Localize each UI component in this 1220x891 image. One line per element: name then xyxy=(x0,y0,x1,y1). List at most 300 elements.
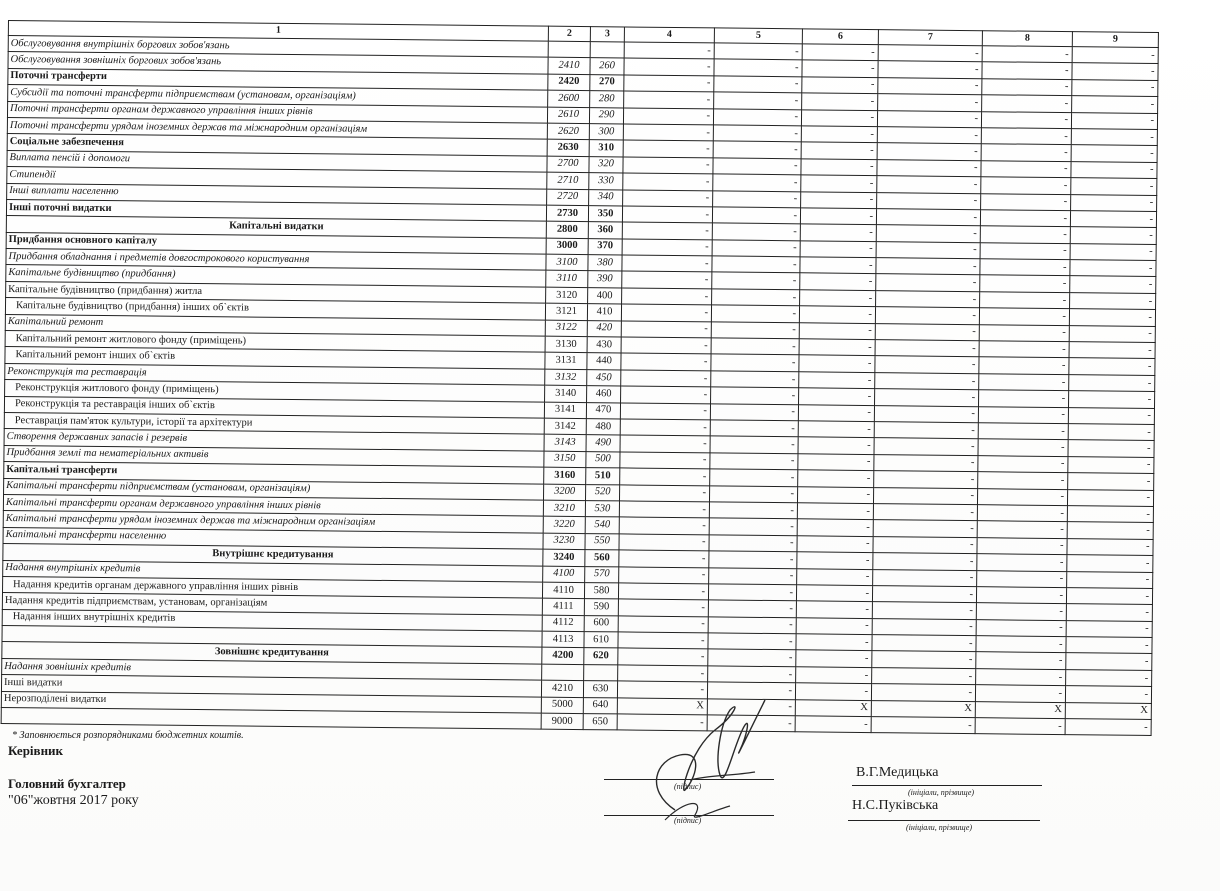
value-cell: - xyxy=(1069,309,1155,326)
value-cell: - xyxy=(875,356,979,373)
row-name-cell: Зовнішнє кредитування xyxy=(2,642,542,664)
value-cell: - xyxy=(619,566,709,583)
header-cell: 9 xyxy=(1072,32,1158,48)
value-cell: - xyxy=(982,95,1072,112)
value-cell: - xyxy=(874,438,978,455)
value-cell: - xyxy=(617,681,707,698)
value-cell: - xyxy=(801,191,877,208)
kekv-code-cell: 4111 xyxy=(542,598,584,615)
value-cell: - xyxy=(711,338,799,355)
value-cell: - xyxy=(801,175,877,192)
value-cell: - xyxy=(618,648,708,665)
value-cell: - xyxy=(802,44,878,61)
kekv-code-cell: 2420 xyxy=(548,74,590,91)
value-cell: - xyxy=(800,290,876,307)
value-cell: - xyxy=(713,174,801,191)
value-cell: - xyxy=(875,307,979,324)
value-cell: - xyxy=(871,684,975,701)
kekv-code-cell: 2600 xyxy=(548,90,590,107)
value-cell: - xyxy=(708,617,796,634)
value-cell: - xyxy=(711,322,799,339)
value-cell: - xyxy=(713,125,801,142)
value-cell: - xyxy=(873,504,977,521)
value-cell: X xyxy=(617,698,707,715)
value-cell: - xyxy=(874,454,978,471)
value-cell: - xyxy=(712,223,800,240)
value-cell: - xyxy=(1067,522,1153,539)
kekv-code-cell: 2730 xyxy=(546,205,588,222)
row-name-cell: Надання кредитів підприємствам, установам, організаціям xyxy=(2,593,542,615)
value-cell: - xyxy=(979,308,1069,325)
value-cell: - xyxy=(796,617,872,634)
kekv-code-cell: 2710 xyxy=(547,172,589,189)
value-cell: - xyxy=(981,160,1071,177)
value-cell: - xyxy=(875,323,979,340)
row-code-cell: 290 xyxy=(589,107,623,124)
value-cell: - xyxy=(799,388,875,405)
value-cell: - xyxy=(799,372,875,389)
value-cell: - xyxy=(801,109,877,126)
value-cell: - xyxy=(1069,358,1155,375)
kekv-code-cell: 3142 xyxy=(544,418,586,435)
row-code-cell: 320 xyxy=(589,156,623,173)
row-code-cell: 410 xyxy=(587,304,621,321)
value-cell: - xyxy=(1072,79,1158,96)
value-cell: - xyxy=(981,193,1071,210)
row-code-cell: 570 xyxy=(585,566,619,583)
value-cell: - xyxy=(1068,407,1154,424)
value-cell: - xyxy=(878,45,982,62)
row-code-cell: 450 xyxy=(587,369,621,386)
value-cell: - xyxy=(707,682,795,699)
row-name-cell: Внутрішнє кредитування xyxy=(3,544,543,566)
value-cell: - xyxy=(878,61,982,78)
value-cell: - xyxy=(1068,456,1154,473)
value-cell: - xyxy=(1068,473,1154,490)
row-code-cell: 460 xyxy=(587,386,621,403)
row-code-cell: 540 xyxy=(585,517,619,534)
value-cell: - xyxy=(710,453,798,470)
value-cell: - xyxy=(1072,96,1158,113)
kekv-code-cell: 3200 xyxy=(544,484,586,501)
value-cell: - xyxy=(713,141,801,158)
value-cell: - xyxy=(714,43,802,60)
value-cell: - xyxy=(618,616,708,633)
kekv-code-cell: 5000 xyxy=(541,697,583,714)
value-cell: - xyxy=(977,554,1067,571)
footnote: * Заповнюється розпорядниками бюджетних коштів. xyxy=(12,730,244,741)
value-cell: - xyxy=(980,226,1070,243)
row-code-cell: 630 xyxy=(583,681,617,698)
value-cell: - xyxy=(873,487,977,504)
value-cell: - xyxy=(620,419,710,436)
kekv-code-cell: 4210 xyxy=(541,680,583,697)
value-cell: - xyxy=(978,439,1068,456)
value-cell: - xyxy=(618,599,708,616)
value-cell: - xyxy=(875,372,979,389)
value-cell: - xyxy=(979,357,1069,374)
value-cell: - xyxy=(978,406,1068,423)
value-cell: - xyxy=(872,602,976,619)
value-cell: - xyxy=(976,587,1066,604)
row-name-cell: Інші видатки xyxy=(1,675,541,697)
value-cell: - xyxy=(1066,653,1152,670)
kekv-code-cell: 3150 xyxy=(544,451,586,468)
value-cell: - xyxy=(977,521,1067,538)
value-cell: - xyxy=(710,436,798,453)
value-cell: - xyxy=(714,92,802,109)
row-name-cell: Капітальне будівництво (придбання) житла xyxy=(6,281,546,303)
accountant-signature-caption: (підпис) xyxy=(674,816,702,825)
value-cell: - xyxy=(623,173,713,190)
value-cell: - xyxy=(982,46,1072,63)
row-name-cell: Поточні трансферти органам державного управління інших рівнів xyxy=(7,101,547,123)
kekv-code-cell: 3220 xyxy=(543,516,585,533)
value-cell: - xyxy=(619,550,709,567)
value-cell: - xyxy=(1068,424,1154,441)
row-name-cell: Капітальні трансферти органам державного управління інших рівнів xyxy=(3,494,543,516)
value-cell: - xyxy=(621,386,711,403)
value-cell: - xyxy=(878,94,982,111)
row-code-cell: 440 xyxy=(587,353,621,370)
value-cell: - xyxy=(800,224,876,241)
kekv-code-cell xyxy=(548,41,590,58)
row-name-cell: Створення державних запасів і резервів xyxy=(4,429,544,451)
value-cell: - xyxy=(980,210,1070,227)
row-code-cell: 550 xyxy=(585,533,619,550)
value-cell: - xyxy=(620,403,710,420)
value-cell: - xyxy=(873,569,977,586)
value-cell: - xyxy=(622,222,712,239)
row-code-cell: 470 xyxy=(586,402,620,419)
value-cell: - xyxy=(796,634,872,651)
row-code-cell: 260 xyxy=(590,58,624,75)
value-cell: - xyxy=(795,683,871,700)
row-code-cell: 650 xyxy=(583,714,617,731)
value-cell: - xyxy=(712,256,800,273)
value-cell: - xyxy=(872,585,976,602)
value-cell: - xyxy=(1065,719,1151,736)
value-cell: - xyxy=(1072,47,1158,64)
kekv-code-cell: 3130 xyxy=(545,336,587,353)
value-cell: - xyxy=(710,403,798,420)
row-code-cell: 490 xyxy=(586,435,620,452)
value-cell: - xyxy=(976,603,1066,620)
value-cell: - xyxy=(1065,686,1151,703)
value-cell: - xyxy=(708,649,796,666)
value-cell: - xyxy=(709,567,797,584)
value-cell: - xyxy=(708,666,796,683)
value-cell: - xyxy=(977,570,1067,587)
value-cell: - xyxy=(1066,669,1152,686)
row-name-cell: Реставрація пам'яток культури, історії та архітектури xyxy=(4,412,544,434)
value-cell: - xyxy=(977,505,1067,522)
row-name-cell: Поточні трансферти урядам іноземних держав та міжнародним організаціям xyxy=(7,117,547,139)
value-cell: - xyxy=(873,520,977,537)
header-cell: 6 xyxy=(802,29,878,45)
value-cell: - xyxy=(1070,243,1156,260)
row-name-cell: Реконструкція та реставрація xyxy=(5,363,545,385)
row-name-cell: Придбання землі та нематеріальних активів xyxy=(4,445,544,467)
row-code-cell: 340 xyxy=(589,189,623,206)
value-cell: - xyxy=(799,306,875,323)
kekv-code-cell: 3121 xyxy=(545,303,587,320)
value-cell: - xyxy=(797,568,873,585)
row-code-cell: 390 xyxy=(588,271,622,288)
kekv-code-cell: 3120 xyxy=(546,287,588,304)
value-cell: - xyxy=(877,127,981,144)
row-code-cell: 280 xyxy=(590,91,624,108)
value-cell: - xyxy=(624,91,714,108)
value-cell: - xyxy=(1067,489,1153,506)
value-cell: - xyxy=(875,389,979,406)
kekv-code-cell: 3143 xyxy=(544,435,586,452)
value-cell: - xyxy=(976,636,1066,653)
value-cell: - xyxy=(618,583,708,600)
row-code-cell: 520 xyxy=(585,484,619,501)
value-cell: - xyxy=(975,718,1065,735)
value-cell: - xyxy=(623,108,713,125)
report-date: "06"жовтня 2017 року xyxy=(8,793,139,808)
kekv-code-cell: 2610 xyxy=(547,107,589,124)
row-code-cell: 600 xyxy=(584,615,618,632)
value-cell: - xyxy=(876,274,980,291)
value-cell: - xyxy=(799,355,875,372)
value-cell: - xyxy=(620,435,710,452)
kekv-code-cell: 2800 xyxy=(546,221,588,238)
row-name-cell: Надання зовнішніх кредитів xyxy=(2,658,542,680)
value-cell: - xyxy=(877,110,981,127)
value-cell: - xyxy=(1067,555,1153,572)
value-cell: - xyxy=(1066,604,1152,621)
value-cell: - xyxy=(979,373,1069,390)
value-cell: - xyxy=(707,698,795,715)
value-cell: - xyxy=(978,455,1068,472)
header-cell: 2 xyxy=(548,26,590,41)
value-cell: - xyxy=(874,471,978,488)
kekv-code-cell: 2620 xyxy=(547,123,589,140)
header-cell: 1 xyxy=(8,21,548,42)
value-cell: - xyxy=(714,59,802,76)
value-cell: - xyxy=(619,534,709,551)
row-name-cell: Соціальне забезпечення xyxy=(7,134,547,156)
value-cell: - xyxy=(796,585,872,602)
value-cell: - xyxy=(619,517,709,534)
head-name-caption: (ініціали, прізвище) xyxy=(908,788,975,797)
value-cell: - xyxy=(800,208,876,225)
head-label: Керівник xyxy=(8,743,64,758)
value-cell: - xyxy=(621,304,711,321)
value-cell: - xyxy=(801,142,877,159)
value-cell: - xyxy=(796,667,872,684)
value-cell: - xyxy=(1072,63,1158,80)
row-name-cell: Надання внутрішніх кредитів xyxy=(3,560,543,582)
value-cell: - xyxy=(624,42,714,59)
value-cell: - xyxy=(712,207,800,224)
row-name-cell: Обслуговування внутрішніх боргових зобов'язань xyxy=(8,36,548,58)
row-name-cell: Поточні трансферти xyxy=(8,68,548,90)
kekv-code-cell: 3230 xyxy=(543,533,585,550)
value-cell: - xyxy=(713,158,801,175)
kekv-code-cell: 3141 xyxy=(544,402,586,419)
value-cell: - xyxy=(708,600,796,617)
value-cell: - xyxy=(709,551,797,568)
kekv-code-cell: 3131 xyxy=(545,353,587,370)
value-cell: - xyxy=(1071,129,1157,146)
value-cell: - xyxy=(977,537,1067,554)
value-cell: - xyxy=(981,111,1071,128)
value-cell: - xyxy=(711,387,799,404)
row-code-cell: 500 xyxy=(586,451,620,468)
row-name-cell: Капітальні трансферти населенню xyxy=(3,527,543,549)
value-cell: - xyxy=(1069,391,1155,408)
value-cell: - xyxy=(714,76,802,93)
value-cell: - xyxy=(710,420,798,437)
value-cell: - xyxy=(872,618,976,635)
value-cell: - xyxy=(877,143,981,160)
expenditure-report-table xyxy=(1,20,1159,736)
kekv-code-cell: 3100 xyxy=(546,254,588,271)
row-code-cell: 370 xyxy=(588,238,622,255)
value-cell: - xyxy=(802,77,878,94)
row-code-cell: 380 xyxy=(588,255,622,272)
value-cell: - xyxy=(872,635,976,652)
value-cell: - xyxy=(877,192,981,209)
value-cell: - xyxy=(980,275,1070,292)
head-name-line xyxy=(852,785,1042,786)
row-name-cell: Нерозподілені видатки xyxy=(1,691,541,713)
value-cell: X xyxy=(871,700,975,717)
value-cell: - xyxy=(797,536,873,553)
value-cell: - xyxy=(621,353,711,370)
row-code-cell: 430 xyxy=(587,337,621,354)
value-cell: - xyxy=(797,519,873,536)
kekv-code-cell: 4200 xyxy=(542,648,584,665)
value-cell: - xyxy=(876,225,980,242)
row-name-cell: Стипендії xyxy=(7,167,547,189)
row-name-cell: Інші виплати населенню xyxy=(7,183,547,205)
row-name-cell: Субсидії та поточні трансферти підприємствам (установам, організаціям) xyxy=(8,85,548,107)
kekv-code-cell: 2410 xyxy=(548,58,590,75)
value-cell: - xyxy=(976,619,1066,636)
value-cell: - xyxy=(798,470,874,487)
kekv-code-cell: 3140 xyxy=(545,385,587,402)
value-cell: - xyxy=(619,484,709,501)
value-cell: - xyxy=(976,652,1066,669)
value-cell: - xyxy=(976,669,1066,686)
value-cell: - xyxy=(795,716,871,733)
value-cell: - xyxy=(796,650,872,667)
value-cell: - xyxy=(1071,161,1157,178)
kekv-code-cell: 2720 xyxy=(547,189,589,206)
row-name-cell: Надання кредитів органам державного управління інших рівнів xyxy=(3,576,543,598)
value-cell: - xyxy=(711,305,799,322)
row-name-cell: Капітальні трансферти підприємствам (установам, організаціям) xyxy=(4,478,544,500)
value-cell: - xyxy=(799,339,875,356)
kekv-code-cell: 3160 xyxy=(544,467,586,484)
handwritten-signature-icon xyxy=(635,680,785,830)
value-cell: - xyxy=(1069,325,1155,342)
value-cell: - xyxy=(876,290,980,307)
value-cell: - xyxy=(1070,227,1156,244)
row-name-cell: Капітальне будівництво (придбання) інших об`єктів xyxy=(5,298,545,320)
kekv-code-cell: 4110 xyxy=(542,582,584,599)
header-cell: 7 xyxy=(878,30,982,46)
value-cell: - xyxy=(712,289,800,306)
value-cell: - xyxy=(979,341,1069,358)
row-name-cell: Виплата пенсій і допомоги xyxy=(7,150,547,172)
row-code-cell: 350 xyxy=(588,205,622,222)
value-cell: - xyxy=(708,633,796,650)
head-name: В.Г.Медицька xyxy=(856,765,939,780)
value-cell: - xyxy=(799,322,875,339)
value-cell: - xyxy=(797,486,873,503)
value-cell: X xyxy=(975,701,1065,718)
value-cell: - xyxy=(624,75,714,92)
row-code-cell: 580 xyxy=(584,582,618,599)
kekv-code-cell: 3110 xyxy=(546,271,588,288)
value-cell: X xyxy=(1065,702,1151,719)
value-cell: - xyxy=(617,714,707,731)
row-code-cell: 270 xyxy=(590,74,624,91)
value-cell: - xyxy=(1067,538,1153,555)
row-name-cell: Придбання обладнання і предметів довгострокового користування xyxy=(6,249,546,271)
value-cell: - xyxy=(621,370,711,387)
kekv-code-cell: 3240 xyxy=(543,549,585,566)
value-cell: - xyxy=(622,271,712,288)
value-cell: - xyxy=(1071,194,1157,211)
value-cell: - xyxy=(622,206,712,223)
value-cell: - xyxy=(800,257,876,274)
value-cell: - xyxy=(618,665,708,682)
row-name-cell: Надання інших внутрішніх кредитів xyxy=(2,609,542,631)
value-cell: X xyxy=(795,699,871,716)
kekv-code-cell: 2630 xyxy=(547,139,589,156)
row-code-cell: 560 xyxy=(585,550,619,567)
value-cell: - xyxy=(872,651,976,668)
value-cell: - xyxy=(801,126,877,143)
value-cell: - xyxy=(623,124,713,141)
value-cell: - xyxy=(801,159,877,176)
value-cell: - xyxy=(877,176,981,193)
accountant-name-caption: (ініціали, прізвище) xyxy=(906,823,973,832)
value-cell: - xyxy=(618,632,708,649)
row-name-cell: Капітальне будівництво (придбання) xyxy=(6,265,546,287)
value-cell: - xyxy=(977,488,1067,505)
row-code-cell: 620 xyxy=(584,648,618,665)
value-cell: - xyxy=(876,209,980,226)
value-cell: - xyxy=(1070,292,1156,309)
value-cell: - xyxy=(979,390,1069,407)
value-cell: - xyxy=(624,58,714,75)
value-cell: - xyxy=(796,601,872,618)
row-code-cell: 640 xyxy=(583,697,617,714)
kekv-code-cell: 4112 xyxy=(542,615,584,632)
header-cell: 5 xyxy=(714,28,802,44)
accountant-name: Н.С.Пуківська xyxy=(852,798,939,813)
value-cell: - xyxy=(713,190,801,207)
value-cell: - xyxy=(873,553,977,570)
value-cell: - xyxy=(802,60,878,77)
value-cell: - xyxy=(622,288,712,305)
value-cell: - xyxy=(981,177,1071,194)
row-name-cell: Інші поточні видатки xyxy=(6,199,546,221)
row-code-cell: 590 xyxy=(584,599,618,616)
value-cell: - xyxy=(871,717,975,734)
header-cell: 3 xyxy=(590,27,624,42)
value-cell: - xyxy=(800,240,876,257)
value-cell: - xyxy=(981,144,1071,161)
